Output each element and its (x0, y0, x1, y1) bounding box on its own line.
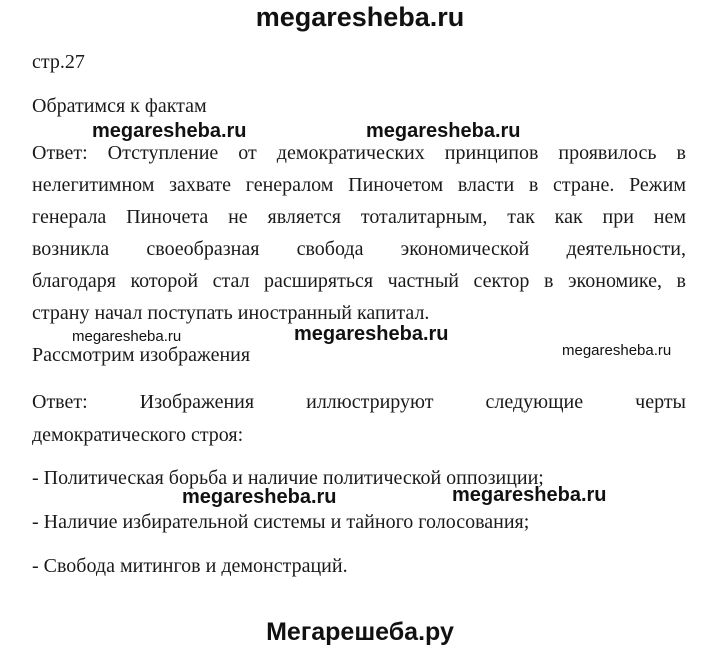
answer-line: Ответ: Изображения иллюстрируют следующие черты (32, 391, 686, 413)
answer-line: демократического строя: (32, 424, 244, 446)
answer-line: страну начал поступать иностранный капитал. (32, 302, 430, 324)
watermark: megaresheba.ru (294, 323, 449, 345)
answer-line: Ответ: Отступление от демократических принципов проявилось в (32, 142, 686, 164)
watermark: megaresheba.ru (366, 120, 521, 142)
site-footer: Мегарешеба.ру (266, 618, 454, 646)
watermark: megaresheba.ru (72, 328, 182, 345)
section-heading-facts: Обратимся к фактам (32, 95, 207, 117)
list-item: - Политическая борьба и наличие политической оппозиции; (32, 467, 544, 489)
watermark: megaresheba.ru (562, 342, 672, 359)
watermark: megaresheba.ru (182, 486, 337, 508)
site-header: megaresheba.ru (255, 2, 465, 32)
answer-line: благодаря которой стал расширяться частный сектор в экономике, в (32, 270, 686, 292)
list-item: - Наличие избирательной системы и тайного голосования; (32, 511, 530, 533)
answer-line: нелегитимном захвате генералом Пиночетом власти в стране. Режим (32, 174, 686, 196)
list-item: - Свобода митингов и демонстраций. (32, 555, 348, 577)
section-heading-images: Рассмотрим изображения (32, 344, 251, 366)
watermark: megaresheba.ru (452, 484, 607, 506)
watermark: megaresheba.ru (92, 120, 247, 142)
answer-line: генерала Пиночета не является тоталитарным, так как при нем (32, 206, 686, 228)
page-reference: стр.27 (32, 51, 85, 73)
answer-line: возникла своеобразная свобода экономической деятельности, (32, 238, 686, 260)
